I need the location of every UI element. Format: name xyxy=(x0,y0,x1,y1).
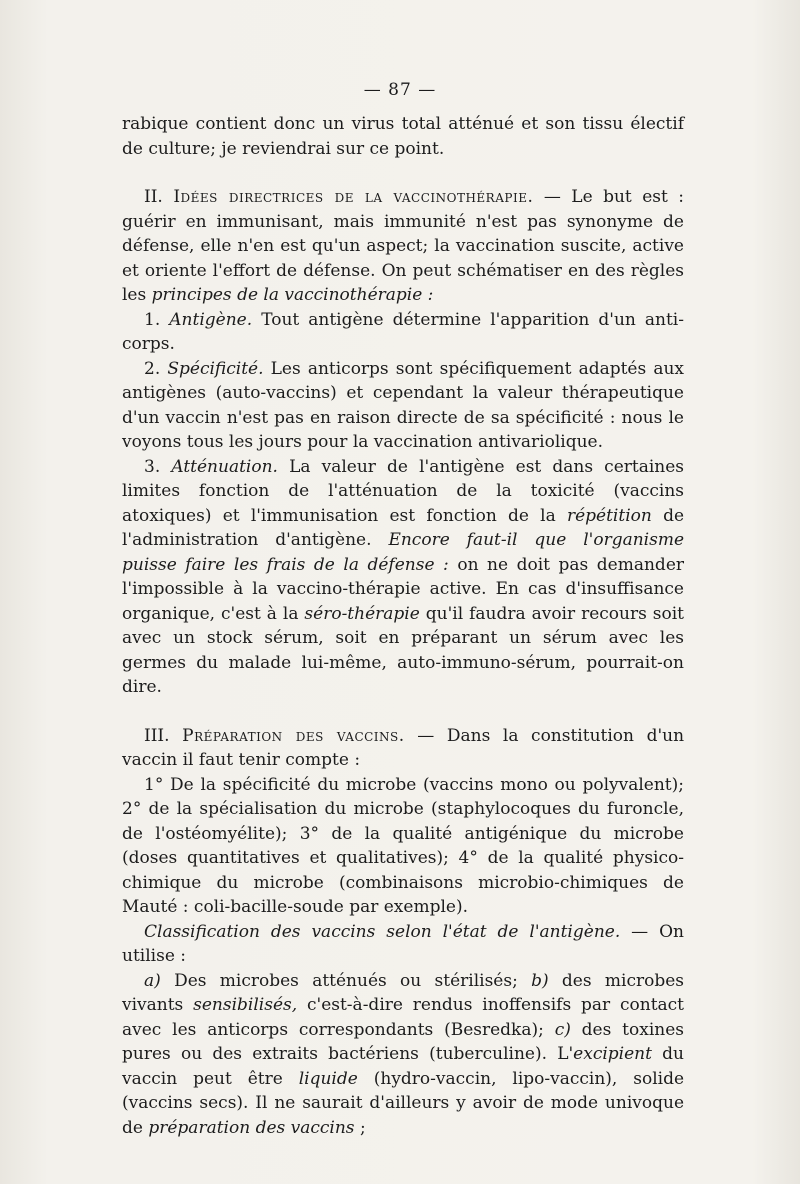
rule-3: 3. Atténuation. La valeur de l'antigène est dans certaines limites fonction de l'atténuation de la toxicité (vaccins atoxiques) et l'immunisation est fonction de la répétition de l'administration d'antigène. Encore faut-il que l'organisme puisse faire les frais de la défense : on ne doit pas demander l'impossible à la vaccino-thérapie active. En cas d'insuffisance organique, c'est à la séro-thérapie qu'il faudra avoir recours soit avec un stock sérum, soit en préparant un sérum avec les germes du malade lui-même, auto-immuno-sérum, pourrait-on dire. xyxy=(122,456,685,697)
classification-list: a) Des microbes atténués ou stérilisés; b) des microbes vivants sensibilisés, c'est-à-dire rendus inoffensifs par contact avec les anticorps correspondants (Besredka); c) des toxines pures ou des extraits bactériens (tuberculine). L'excipient du vaccin peut être liquide (hydro-vaccin, lipo-vaccin), solide (vaccins secs). Il ne saurait d'ailleurs y avoir de mode univoque de préparation des vaccins ; xyxy=(122,970,685,1138)
section-iii-intro: III. Préparation des vaccins. — Dans la constitution d'un vaccin il faut tenir compte : xyxy=(122,725,685,770)
rule-1: 1. Antigène. Tout antigène détermine l'apparition d'un anti-corps. xyxy=(122,309,684,354)
section-ii-heading: Idées directrices de la vaccinothérapie. xyxy=(173,187,534,207)
classification-heading: Classification des vaccins selon l'état de l'antigène. — On utilise : xyxy=(122,921,684,966)
section-iii-number: III. xyxy=(144,725,170,746)
rule-2: 2. Spécificité. Les anticorps sont spécifiquement adaptés aux antigènes (auto-vaccins) et cependant la valeur thérapeutique d'un vaccin n'est pas en raison directe de sa spécificité : nous le voyons tous les jours pour la vaccination antivariolique. xyxy=(122,358,685,452)
spacer xyxy=(122,700,684,724)
section-ii-intro: II. Idées directrices de la vaccinothérapie. — Le but est : guérir en immunisant, mais immunité n'est pas synonyme de défense, elle n'en est qu'un aspect; la vaccination suscite, active et oriente l'effort de défense. On peut schématiser en des règles les principes de la vaccinothérapie : xyxy=(122,187,685,305)
paragraph-continuation: rabique contient donc un virus total atténué et son tissu électif de culture; je reviendrai sur ce point. xyxy=(122,114,684,159)
section-ii-number: II. xyxy=(144,187,163,207)
preparation-list: 1° De la spécificité du microbe (vaccins mono ou polyvalent); 2° de la spécialisation du microbe (staphylocoques du furoncle, de l'ostéomyélite); 3° de la qualité antigénique du microbe (doses quantitatives et qualitatives); 4° de la qualité physico-chimique du microbe (combinaisons microbio-chimiques de Mauté : coli-bacille-soude par exemple). xyxy=(122,774,684,917)
page-number: — 87 — xyxy=(363,80,437,100)
section-iii-heading: Préparation des vaccins. xyxy=(182,725,405,746)
body-text xyxy=(122,112,684,1140)
spacer xyxy=(122,161,684,185)
